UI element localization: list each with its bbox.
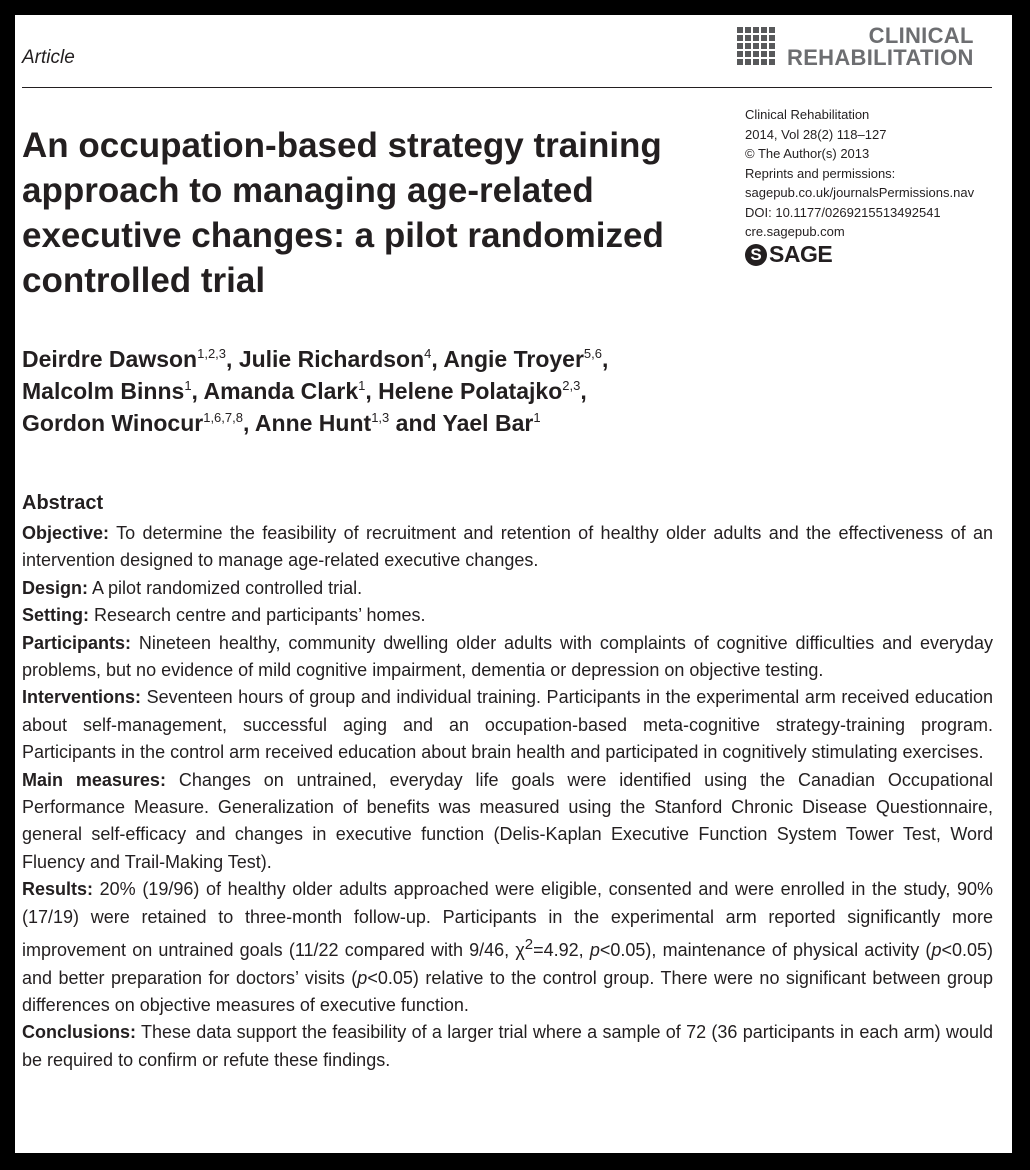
abstract — [22, 490, 993, 1074]
journal-logo-text — [787, 25, 974, 69]
author-name: Gordon Winocur — [22, 410, 204, 436]
abstract-conclusions: Conclusions: These data support the feasibility of a larger trial where a sample of 72 (36 participants in each arm) would be required to confirm or refute these findings. — [22, 1022, 993, 1070]
abstract-heading: Abstract — [22, 492, 104, 514]
article-page — [15, 15, 1012, 1153]
abstract-results: Results: 20% (19/96) of healthy older adults approached were eligible, consented and were enrolled in the study, 90% (17/19) were retained to three-month follow-up. Participants in the experimental arm reported significantly more improvement on untrained goals (11/22 compared with 9/46, $\chi^2=4.92$, p<0.05), maintenance of physical activity (p<0.05) and better preparation for doctors’ visits (p<0.05) relative to the control group. There were no significant between group differences on objective measures of executive function. — [22, 879, 993, 1015]
author-separator: , — [226, 346, 239, 372]
author-affiliation: 1,2,3 — [197, 346, 227, 361]
author-name: Yael Bar — [442, 410, 534, 436]
sage-icon: S — [745, 244, 767, 266]
author-separator: , — [191, 378, 204, 404]
author-affiliation: 1 — [184, 378, 192, 393]
author-affiliation: 1 — [358, 378, 366, 393]
meta-volume: 2014, Vol 28(2) 118–127 — [745, 126, 887, 142]
author-name: Deirdre Dawson — [22, 346, 198, 372]
abstract-design: Design: A pilot randomized controlled trial. — [22, 577, 363, 598]
author-separator: , — [365, 378, 379, 404]
author-name: Angie Troyer — [443, 346, 584, 372]
abstract-setting: Setting: Research centre and participants’ homes. — [22, 605, 426, 626]
author-affiliation: 1,6,7,8 — [203, 410, 243, 425]
abstract-interventions: Interventions: Seventeen hours of group and individual training. Participants in the experimental arm received education about self-management, successful aging and an occupation-based meta-cognitive strategy-training program. Participants in the control arm received education about brain health and participated in cognitively stimulating exercises. — [22, 687, 993, 763]
header-divider — [22, 87, 992, 88]
meta-reprints: Reprints and permissions: — [745, 165, 896, 181]
author-affiliation: 1 — [533, 410, 541, 425]
abstract-main-measures: Main measures: Changes on untrained, everyday life goals were identified using the Canadian Occupational Performance Measure. Generalization of benefits was measured using the Stanford Chronic Disease Questionnaire, general self-efficacy and changes in executive function (Delis-Kaplan Executive Function System Tower Test, Word Fluency and Trail-Making Test). — [22, 769, 993, 872]
article-title: An occupation-based strategy training approach to managing age-related executive changes: a pilot randomized controlled trial — [22, 126, 664, 300]
publication-meta — [745, 105, 1005, 266]
author-separator: and — [389, 410, 443, 436]
author-separator: , — [431, 346, 444, 372]
author-separator: , — [242, 410, 255, 436]
author-name: Julie Richardson — [238, 346, 425, 372]
author-affiliation: 1,3 — [371, 410, 390, 425]
abstract-participants: Participants: Nineteen healthy, community dwelling older adults with complaints of cognitive difficulties and everyday problems, but no evidence of mild cognitive impairment, dementia or depression on objective testing. — [22, 632, 993, 681]
journal-logo-line1: CLINICAL — [868, 23, 974, 48]
journal-logo-line2: REHABILITATION — [787, 45, 974, 70]
meta-doi[interactable]: DOI: 10.1177/0269215513492541 — [745, 204, 941, 220]
author-separator: , — [580, 378, 594, 404]
meta-copyright: © The Author(s) 2013 — [745, 146, 870, 161]
journal-grid-icon — [737, 27, 777, 67]
meta-site-link[interactable]: cre.sagepub.com — [745, 224, 845, 239]
author-name: Amanda Clark — [203, 378, 359, 404]
meta-reprints-link[interactable]: sagepub.co.uk/journalsPermissions.nav — [745, 185, 975, 200]
sage-logo — [745, 240, 1005, 267]
author-separator: , — [602, 346, 615, 372]
journal-logo — [737, 25, 974, 69]
meta-journal: Clinical Rehabilitation — [745, 107, 870, 122]
sage-wordmark: SAGE — [769, 240, 833, 267]
author-affiliation: 2,3 — [562, 378, 581, 393]
author-name: Helene Polatajko — [378, 378, 563, 404]
abstract-objective: Objective: To determine the feasibility of recruitment and retention of healthy older adults and the effectiveness of an intervention designed to manage age-related executive changes. — [22, 523, 993, 571]
author-affiliation: 5,6 — [583, 346, 602, 361]
author-list — [22, 343, 782, 439]
author-name: Malcolm Binns — [22, 378, 185, 404]
author-affiliation: 4 — [424, 346, 432, 361]
author-name: Anne Hunt — [254, 410, 372, 436]
article-type-label: Article — [22, 47, 75, 68]
